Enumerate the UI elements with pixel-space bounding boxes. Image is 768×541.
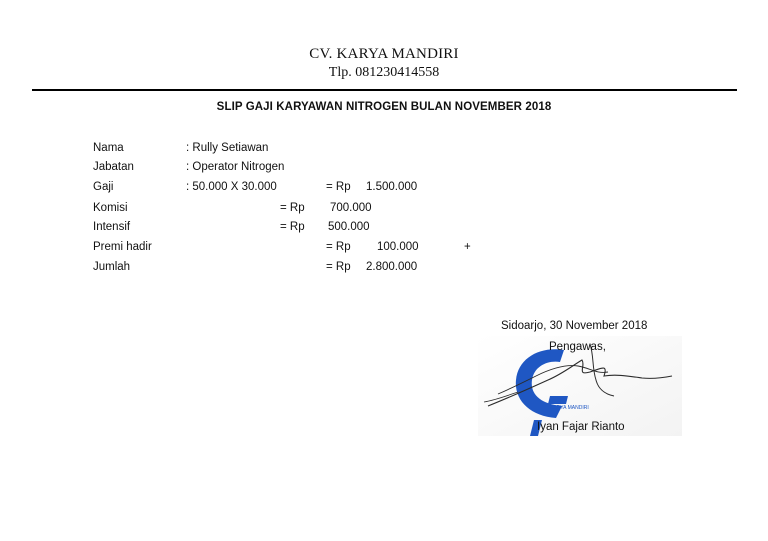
premi-hadir-currency: = Rp xyxy=(326,241,351,253)
komisi-label: Komisi xyxy=(93,202,128,214)
intensif-currency: = Rp xyxy=(280,221,305,233)
premi-hadir-label: Premi hadir xyxy=(93,241,152,253)
intensif-label: Intensif xyxy=(93,221,131,233)
sum-operator: + xyxy=(464,241,471,253)
place-date: Sidoarjo, 30 November 2018 xyxy=(501,320,648,332)
name-value: : Rully Setiawan xyxy=(186,142,269,154)
company-name: CV. KARYA MANDIRI xyxy=(309,46,459,62)
position-label: Jabatan xyxy=(93,161,134,173)
header-divider xyxy=(32,89,737,91)
company-logo-bar xyxy=(548,396,568,404)
gaji-amount: 1.500.000 xyxy=(366,181,418,193)
stamp-text: KARYA MANDIRI xyxy=(550,405,589,411)
gaji-calculation: : 50.000 X 30.000 xyxy=(186,181,277,193)
premi-hadir-amount: 100.000 xyxy=(377,241,419,253)
intensif-amount: 500.000 xyxy=(328,221,370,233)
komisi-currency: = Rp xyxy=(280,202,305,214)
komisi-amount: 700.000 xyxy=(330,202,372,214)
name-label: Nama xyxy=(93,142,124,154)
position-value: : Operator Nitrogen xyxy=(186,161,285,173)
company-phone: Tlp. 081230414558 xyxy=(328,65,440,80)
gaji-label: Gaji xyxy=(93,181,114,193)
signer-role: Pengawas, xyxy=(549,341,606,353)
slip-title: SLIP GAJI KARYAWAN NITROGEN BULAN NOVEMBER 2018 xyxy=(216,101,552,113)
total-amount: 2.800.000 xyxy=(366,261,418,273)
gaji-currency: = Rp xyxy=(326,181,351,193)
total-currency: = Rp xyxy=(326,261,351,273)
total-label: Jumlah xyxy=(93,261,131,273)
signer-name: Iyan Fajar Rianto xyxy=(537,421,625,433)
